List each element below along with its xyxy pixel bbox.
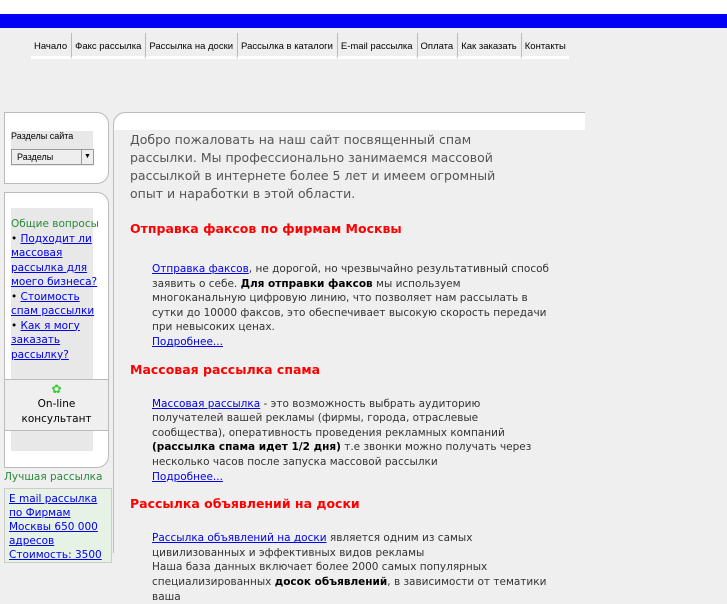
top-strip bbox=[0, 0, 727, 14]
nav-payment[interactable]: Оплата bbox=[417, 33, 457, 59]
chevron-down-icon: ▼ bbox=[81, 150, 93, 164]
mass-mail-link[interactable]: Массовая рассылка bbox=[152, 397, 261, 410]
best-box bbox=[4, 488, 112, 563]
nav-boards[interactable]: Рассылка на доски bbox=[145, 33, 236, 59]
consultant-button[interactable]: ✿ On-line консультант bbox=[5, 379, 108, 431]
nav-contacts[interactable]: Контакты bbox=[521, 33, 569, 59]
more-link[interactable]: Подробнее... bbox=[152, 470, 223, 483]
sections-select[interactable]: Разделы ▼ bbox=[11, 149, 94, 165]
nav-home[interactable]: Начало bbox=[31, 33, 70, 59]
flower-icon: ✿ bbox=[51, 382, 62, 396]
section-title: Рассылка объявлений на доски bbox=[130, 496, 360, 512]
sections-label: Разделы сайта bbox=[11, 131, 74, 141]
faq-link[interactable]: Подходит ли массовая рассылка для моего бизнеса? bbox=[11, 232, 98, 288]
nav-email[interactable]: E-mail рассылка bbox=[337, 33, 416, 59]
faq-title: Общие вопросы bbox=[11, 218, 99, 230]
section-text: Рассылка объявлений на доски является одним из самых цивилизованных и эффективных видов рекламы Наша база данных включает более 2000 самых популярных специализированных досок объявлений, в зависимости от тематики ваша bbox=[152, 532, 547, 603]
more-link[interactable]: Подробнее... bbox=[152, 335, 223, 348]
main-nav bbox=[31, 33, 570, 59]
section-title: Массовая рассылка спама bbox=[130, 361, 321, 377]
fax-link[interactable]: Отправка факсов bbox=[152, 263, 249, 275]
section-text: Массовая рассылка - это возможность выбрать аудиторию получателей вашей рекламы (фирмы, города, отраслевые сообщества), оперативность проведения рекламных компаний (рассылка спама идет 1/2 дня) т.е звонки можно получать через несколько часов после запуска массовой рассылки Подробнее... bbox=[152, 397, 532, 483]
section-text: Отправка факсов, не дорогой, но чрезвычайно результативный способ заявить о себе. Для отправки факсов мы используем многоканальную цифровую линию, что позволяет нам рассылать в сутки до 10000 факсов, это обеспечивает высокую скорость передачи при невысоких ценах. Подробнее... bbox=[152, 263, 550, 348]
nav-order[interactable]: Как заказать bbox=[457, 33, 520, 59]
main-content bbox=[113, 112, 585, 603]
faq-link[interactable]: Как я могу заказать рассылку? bbox=[11, 319, 80, 361]
intro-text: Добро пожаловать на наш сайт посвященный спам рассылки. Мы профессионально занимаемся массовой рассылкой в интернете более 5 лет и имеем огромный опыт и наработки в этой области. bbox=[130, 132, 496, 201]
faq-link[interactable]: Стоимость спам рассылки bbox=[11, 290, 95, 317]
sections-box bbox=[4, 112, 109, 184]
best-link[interactable]: E mail рассылка по Фирмам Москвы 650 000 адресов Стоимость: 3500 bbox=[9, 493, 102, 561]
header-bar bbox=[0, 14, 727, 28]
nav-fax[interactable]: Факс рассылка bbox=[71, 33, 144, 59]
boards-link[interactable]: Рассылка объявлений на доски bbox=[152, 532, 327, 545]
section-title: Отправка факсов по фирмам Москвы bbox=[130, 221, 402, 236]
nav-catalogs[interactable]: Рассылка в каталоги bbox=[237, 33, 336, 59]
best-title: Лучшая рассылка bbox=[4, 471, 103, 483]
faq-box: Общие вопросы • Подходит ли массовая рассылка для моего бизнеса? • Стоимость спам рассылки • Как я могу заказать рассылку? ✿ On-line консультант bbox=[4, 192, 109, 468]
